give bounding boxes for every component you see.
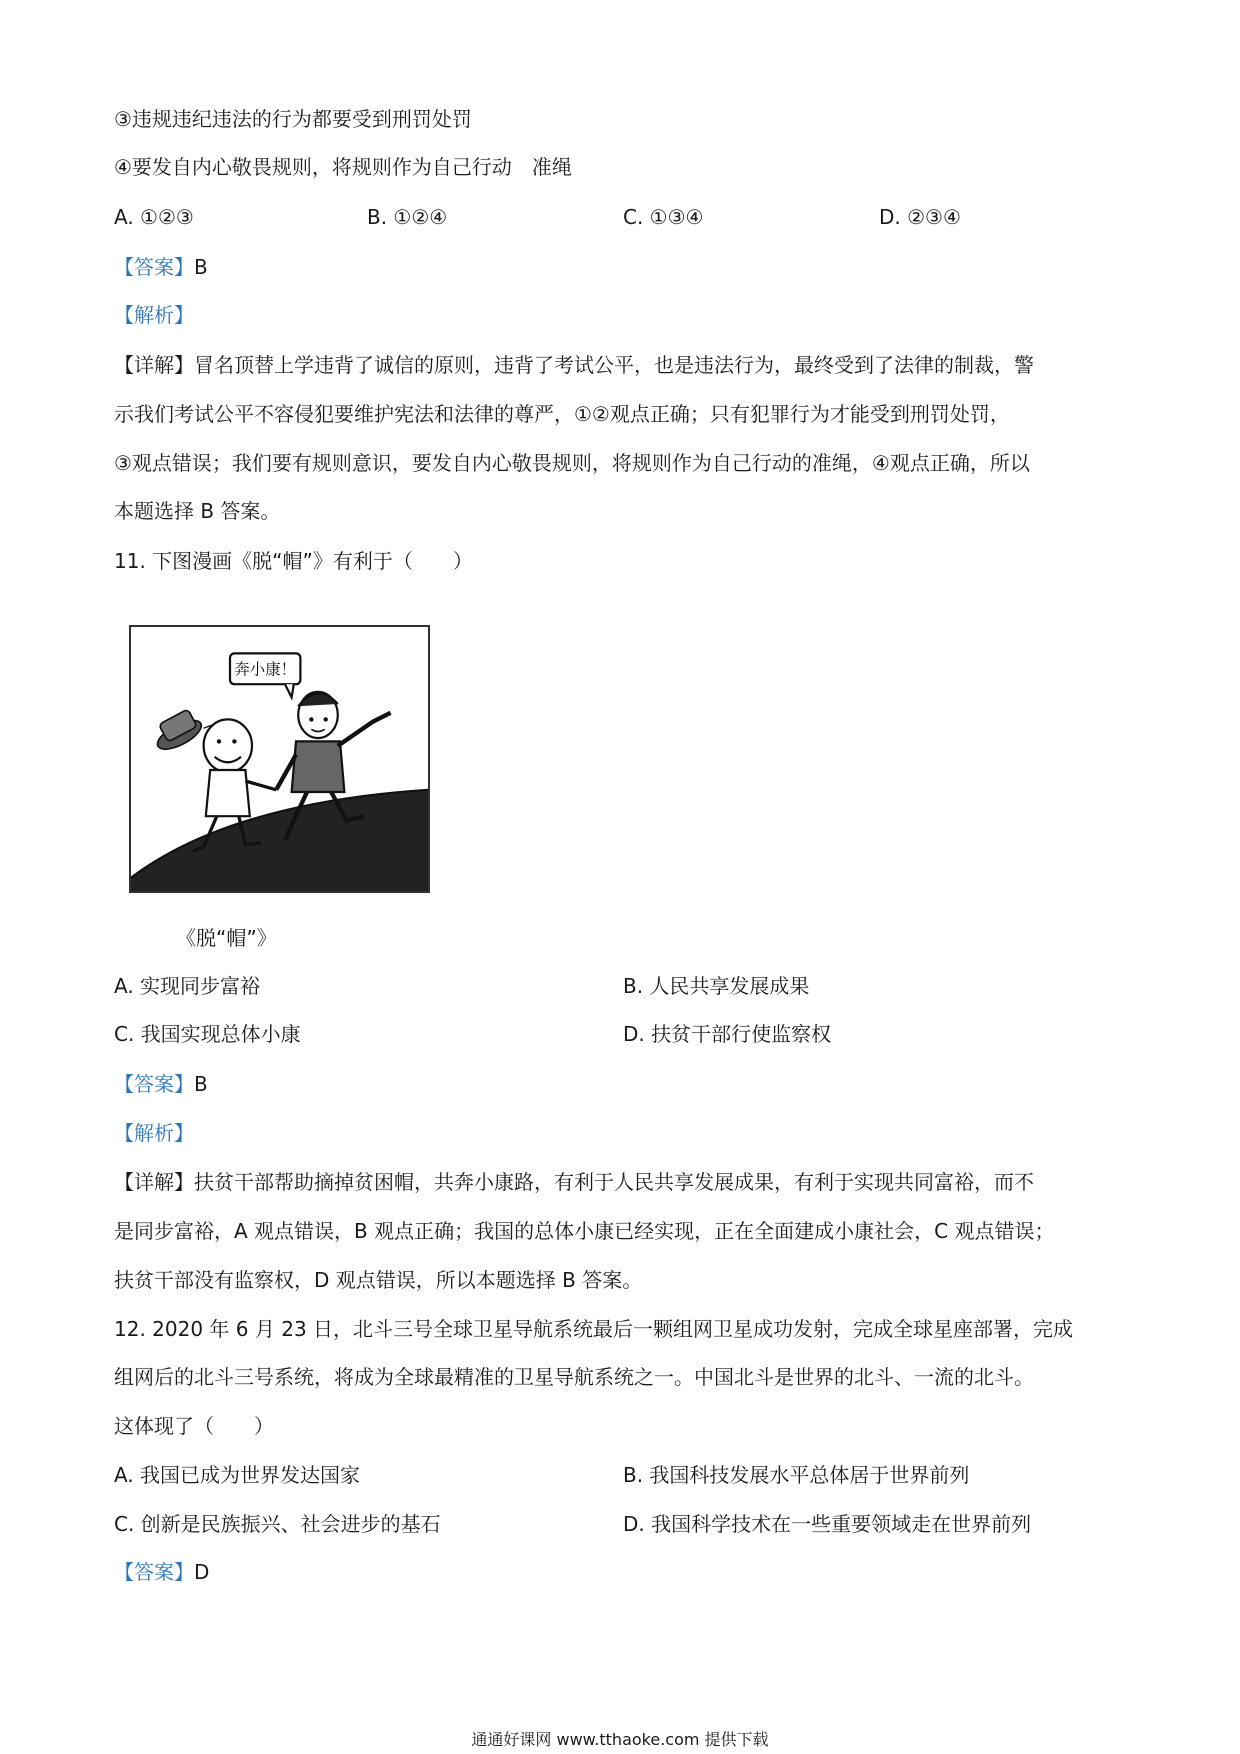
q11-stem: 11. 下图漫画《脱“帽”》有利于（ ） (114, 549, 473, 573)
cartoon-caption: 《脱“帽”》 (176, 926, 277, 950)
q11-detail-line-1 (114, 1169, 1034, 1196)
q12-stem-line-2: 组网后的北斗三号系统，将成为全球最精准的卫星导航系统之一。中国北斗是世界的北斗、一流的北斗。 (114, 1365, 1034, 1389)
answer-value: B (194, 255, 208, 279)
page-footer: 通通好课网 www.tthaoke.com 提供下载 (471, 1730, 769, 1749)
detail-tag: 【详解】 (114, 353, 194, 377)
cartoon-drawing (131, 627, 428, 891)
detail-line-4: 本题选择 B 答案。 (114, 499, 281, 523)
q11-analysis-tag: 【解析】 (114, 1121, 194, 1145)
answer-tag: 【答案】 (114, 255, 194, 279)
answer-tag: 【答案】 (114, 1072, 194, 1096)
option-b: B. ①②④ (367, 205, 448, 229)
q12-option-b: B. 我国科技发展水平总体居于世界前列 (623, 1463, 970, 1487)
statement-3: ③违规违纪违法的行为都要受到刑罚处罚 (114, 107, 472, 131)
option-d: D. ②③④ (879, 205, 961, 229)
answer-line (114, 254, 208, 281)
q12-stem-line-3: 这体现了（ ） (114, 1414, 274, 1438)
q11-option-c: C. 我国实现总体小康 (114, 1022, 301, 1046)
q11-detail-line-2: 是同步富裕，A 观点错误，B 观点正确；我国的总体小康已经实现，正在全面建成小康社会，C 观点错误； (114, 1219, 1055, 1243)
detail-text: 扶贫干部帮助摘掉贫困帽，共奔小康路，有利于人民共享发展成果，有利于实现共同富裕，而不 (194, 1170, 1034, 1194)
answer-value: B (194, 1072, 208, 1096)
q12-option-c: C. 创新是民族振兴、社会进步的基石 (114, 1512, 441, 1536)
cartoon-image (129, 625, 430, 893)
q11-option-a: A. 实现同步富裕 (114, 974, 261, 998)
q12-option-a: A. 我国已成为世界发达国家 (114, 1463, 361, 1487)
q12-answer-line (114, 1559, 209, 1586)
q11-option-d: D. 扶贫干部行使监察权 (623, 1022, 832, 1046)
q12-stem-line-1: 12. 2020 年 6 月 23 日，北斗三号全球卫星导航系统最后一颗组网卫星成功发射，完成全球星座部署，完成 (114, 1317, 1074, 1341)
answer-tag: 【答案】 (114, 1560, 194, 1584)
detail-line-2: 示我们考试公平不容侵犯要维护宪法和法律的尊严，①②观点正确；只有犯罪行为才能受到刑罚处罚， (114, 402, 1010, 426)
detail-text: 冒名顶替上学违背了诚信的原则，违背了考试公平，也是违法行为，最终受到了法律的制裁，警 (194, 353, 1034, 377)
statement-4: ④要发自内心敬畏规则，将规则作为自己行动 准绳 (114, 155, 572, 179)
q11-detail-line-3: 扶贫干部没有监察权，D 观点错误，所以本题选择 B 答案。 (114, 1268, 643, 1292)
detail-tag: 【详解】 (114, 1170, 194, 1194)
speech-bubble-text: 奔小康！ (234, 660, 296, 679)
option-a: A. ①②③ (114, 205, 194, 229)
q11-answer-line (114, 1071, 208, 1098)
answer-value: D (194, 1560, 210, 1584)
detail-line-1 (114, 352, 1034, 379)
analysis-tag: 【解析】 (114, 303, 194, 327)
detail-line-3: ③观点错误；我们要有规则意识，要发自内心敬畏规则，将规则作为自己行动的准绳，④观点正确，所以 (114, 451, 1030, 475)
option-c: C. ①③④ (623, 205, 704, 229)
q12-option-d: D. 我国科学技术在一些重要领域走在世界前列 (623, 1512, 1032, 1536)
q11-option-b: B. 人民共享发展成果 (623, 974, 810, 998)
